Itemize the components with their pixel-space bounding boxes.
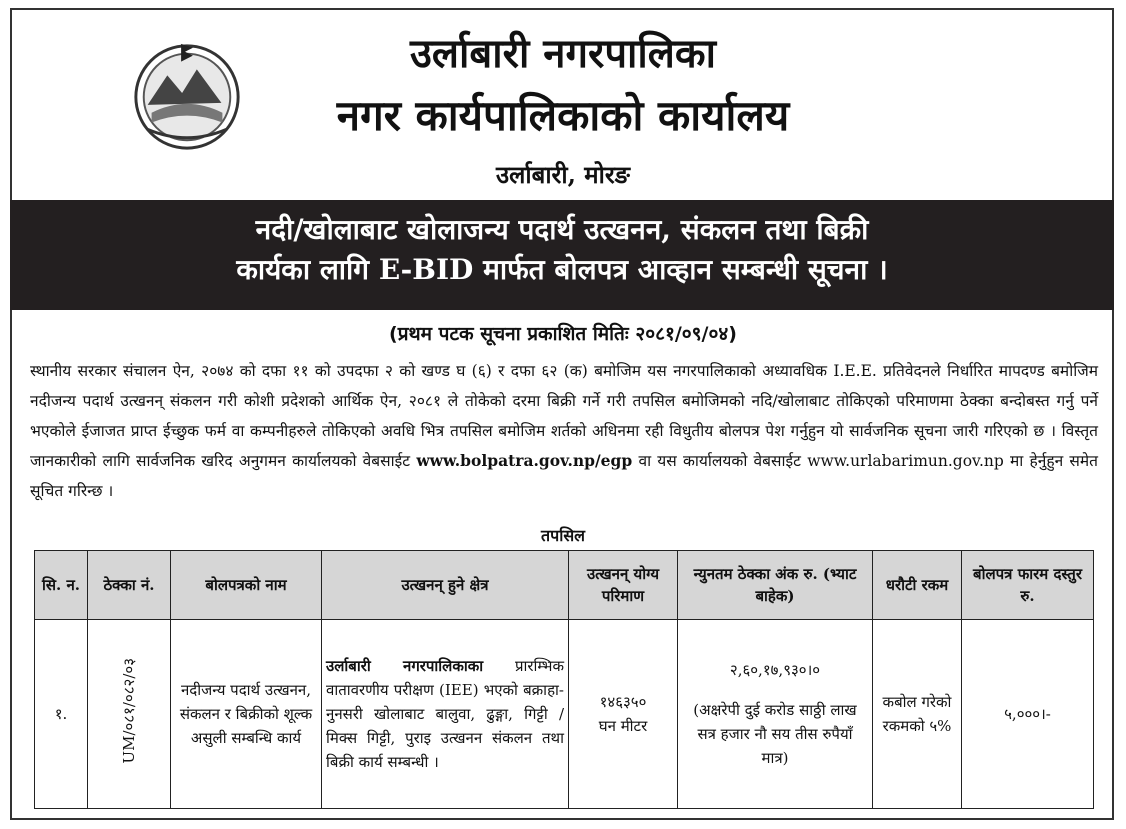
notice-heading-band [10,200,1114,310]
header-min-amount: न्युनतम ठेक्का अंक रु. (भ्याट बाहेक) [678,551,873,620]
area-description: प्रारम्भिक वातावरणीय परीक्षण (IEE) भएको बक्राहा-नुनसरी खोलाबाट बालुवा, ढुङ्गा, गिट्टी / मिक्स गिट्टी, पुराइ उत्खनन संकलन तथा बिक्री कार्य सम्बन्धी । [326,657,564,771]
paragraph-middle: वा यस कार्यालयको वेबसाईट [638,452,801,470]
min-amount-words: (अक्षरेपी दुई करोड साठ्ठी लाख सत्र हजार नौ सय तीस रुपैयाँ मात्र) [693,701,857,767]
header-deposit: धरौटी रकम [873,551,962,620]
table-caption: तपसिल [540,526,586,545]
cell-area [322,620,569,809]
address: उर्लाबारी, मोरङ [496,160,630,189]
paragraph-end: मा हेर्नुहुन समेत सूचित गरिन्छ । [30,452,1099,500]
table-row [35,620,1094,809]
cell-quantity [569,620,678,809]
header-quantity: उत्खनन् योग्य परिमाण [569,551,678,620]
table-header-row [35,551,1094,620]
ppmo-website-link[interactable]: www.bolpatra.gov.np/egp [416,451,633,470]
area-municipality: उर्लाबारी नगरपालिकाका [326,657,484,675]
office-title: नगर कार्यपालिकाको कार्यालय [336,91,790,140]
header-form-fee: बोलपत्र फारम दस्तुर रु. [962,551,1094,620]
cell-min-amount [678,620,873,809]
cell-deposit: कबोल गरेको रकमको ५% [873,620,962,809]
municipality-title: उर्लाबारी नगरपालिका [410,30,716,77]
notice-paragraph [30,356,1098,506]
contract-no-text: UM/०८१/०८२/०३ [120,657,138,764]
bid-table [34,550,1094,809]
notice-heading-line2: कार्यका लागि E-BID मार्फत बोलपत्र आव्हान सम्बन्धी सूचना । [236,253,888,286]
publication-date: (प्रथम पटक सूचना प्रकाशित मितिः २०८१/०९/०४) [389,323,737,345]
cell-bid-name: नदीजन्य पदार्थ उत्खनन, संकलन र बिक्रीको शूल्क असुली सम्बन्धि कार्य [171,620,322,809]
paragraph-text: स्थानीय सरकार संचालन ऐन, २०७४ को दफा ११ को उपदफा २ को खण्ड घ (६) र दफा ६२ (क) बमोजिम यस नगरपालिकाको अध्यावधिक I.E.E. प्रतिवेदनले निर्धारित मापदण्ड बमोजिम नदीजन्य पदार्थ उत्खनन् संकलन गरी कोशी प्रदेशको आर्थिक ऐन, २०८१ ले तोकेको दरमा बिक्री गर्ने गरी तपसिल बमोजिमको नदि/खोलाबाट तोकिएको परिमाणमा ठेक्का बन्दोबस्त गर्नु पर्ने भएकोले ईजाजत प्राप्त ईच्छुक फर्म वा कम्पनीहरुले तोकिएको अवधि भित्र तपसिल बमोजिम शर्तको अधिनमा रही विधुतीय बोलपत्र पेश गर्नुहुन यो सार्वजनिक सूचना जारी गरिएको छ । विस्तृत जानकारीको लागि सार्वजनिक खरिद अनुगमन कार्यालयको वेबसाईट [30,362,1098,470]
header-bid-name: बोलपत्रको नाम [171,551,322,620]
header-area: उत्खनन् हुने क्षेत्र [322,551,569,620]
cell-contract-no [88,620,171,809]
cell-form-fee: ५,०००।- [962,620,1094,809]
quantity-unit: घन मीटर [598,717,648,735]
cell-sn: १. [35,620,88,809]
notice-heading-line1: नदी/खोलाबाट खोलाजन्य पदार्थ उत्खनन, संकलन तथा बिक्री [255,213,869,246]
header-contract-no: ठेक्का नं. [88,551,171,620]
min-amount-value: २,६०,१७,९३०।० [729,661,821,679]
quantity-value: १४६३५० [599,693,647,711]
office-website-link[interactable]: www.urlabarimun.gov.np [807,452,1004,470]
header-sn: सि. न. [35,551,88,620]
